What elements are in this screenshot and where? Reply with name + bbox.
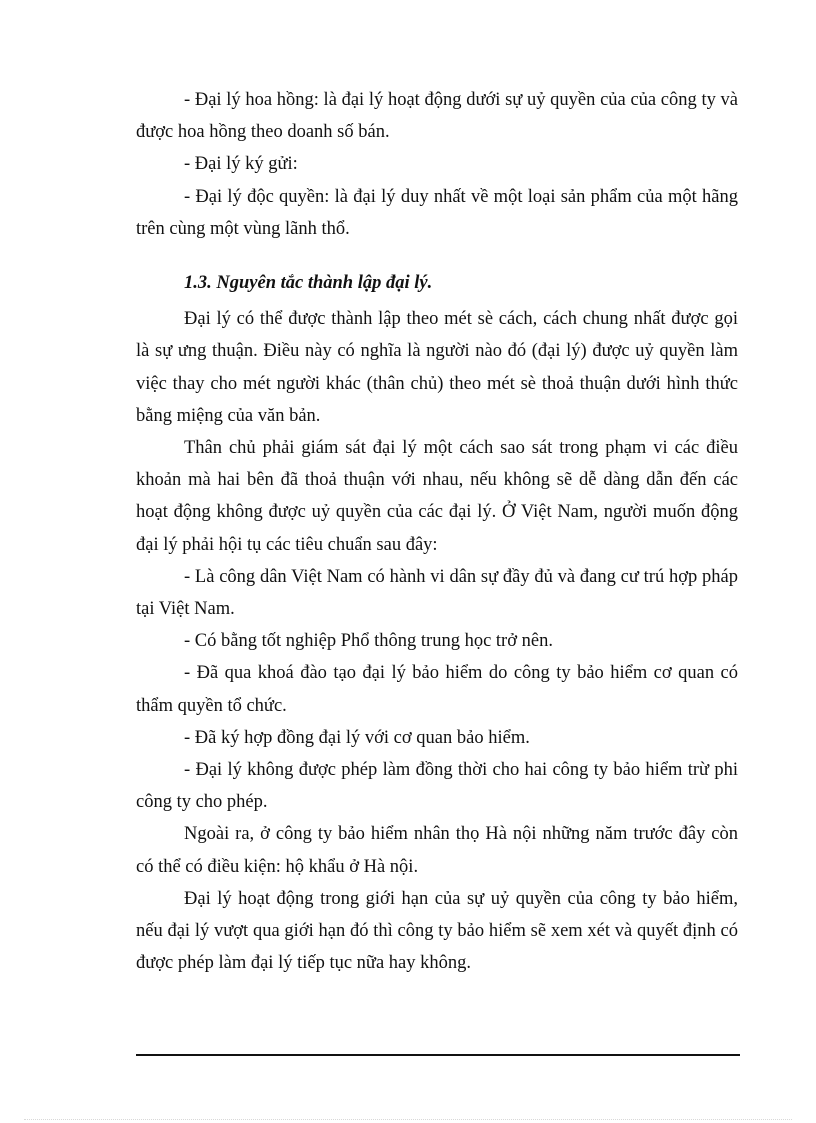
list-item-exclusivity: - Đại lý không được phép làm đồng thời cho hai công ty bảo hiểm trừ phi công ty cho phép.: [136, 760, 738, 813]
section-heading: 1.3. Nguyên tắc thành lập đại lý.: [184, 273, 433, 294]
list-item-citizen: - Là công dân Việt Nam có hành vi dân sự đầy đủ và đang cư trú hợp pháp tại Việt Nam.: [136, 566, 738, 620]
list-item-contract: - Đã ký hợp đồng đại lý với cơ quan bảo hiểm.: [184, 727, 530, 748]
list-item-training: - Đã qua khoá đào tạo đại lý bảo hiểm do công ty bảo hiểm cơ quan có thẩm quyền tổ chức.: [136, 663, 738, 716]
document-body: [136, 84, 738, 979]
paragraph-agency-exclusive: - Đại lý độc quyền: là đại lý duy nhất về một loại sản phẩm của một hãng trên cùng một vùng lãnh thổ.: [136, 186, 738, 239]
page-bottom-edge: [24, 1119, 792, 1120]
paragraph-residence: Ngoài ra, ở công ty bảo hiểm nhân thọ Hà nội những năm trước đây còn có thể có điều kiện: hộ khẩu ở Hà nội.: [136, 824, 738, 877]
paragraph-establishment: Đại lý có thể được thành lập theo mét sè cách, cách chung nhất được gọi là sự ưng thuận. Điều này có nghĩa là người nào đó (đại lý) được uỷ quyền làm việc thay cho mét người khác (thân chủ) theo mét sè thoả thuận dưới hình thức bằng miệng của văn bản.: [136, 309, 738, 426]
paragraph-supervision: Thân chủ phải giám sát đại lý một cách sao sát trong phạm vi các điều khoản mà hai bên đã thoả thuận với nhau, nếu không sẽ dễ dàng dẫn đến các hoạt động không được uỷ quyền của các đại lý. Ở Việt Nam, người muốn động đại lý phải hội tụ các tiêu chuẩn sau đây:: [136, 438, 738, 555]
paragraph-authority-limit: Đại lý hoạt động trong giới hạn của sự uỷ quyền của công ty bảo hiểm, nếu đại lý vượt qua giới hạn đó thì công ty bảo hiểm sẽ xem xét và quyết định có được phép làm đại lý tiếp tục nữa hay không.: [136, 888, 738, 974]
list-item-diploma: - Có bằng tốt nghiệp Phổ thông trung học trở nên.: [184, 631, 553, 652]
footer-divider: [136, 1054, 740, 1056]
paragraph-agency-commission: - Đại lý hoa hồng: là đại lý hoạt động dưới sự uỷ quyền của của công ty và được hoa hồng theo doanh số bán.: [136, 90, 738, 143]
paragraph-agency-consignment: - Đại lý ký gửi:: [184, 154, 298, 175]
